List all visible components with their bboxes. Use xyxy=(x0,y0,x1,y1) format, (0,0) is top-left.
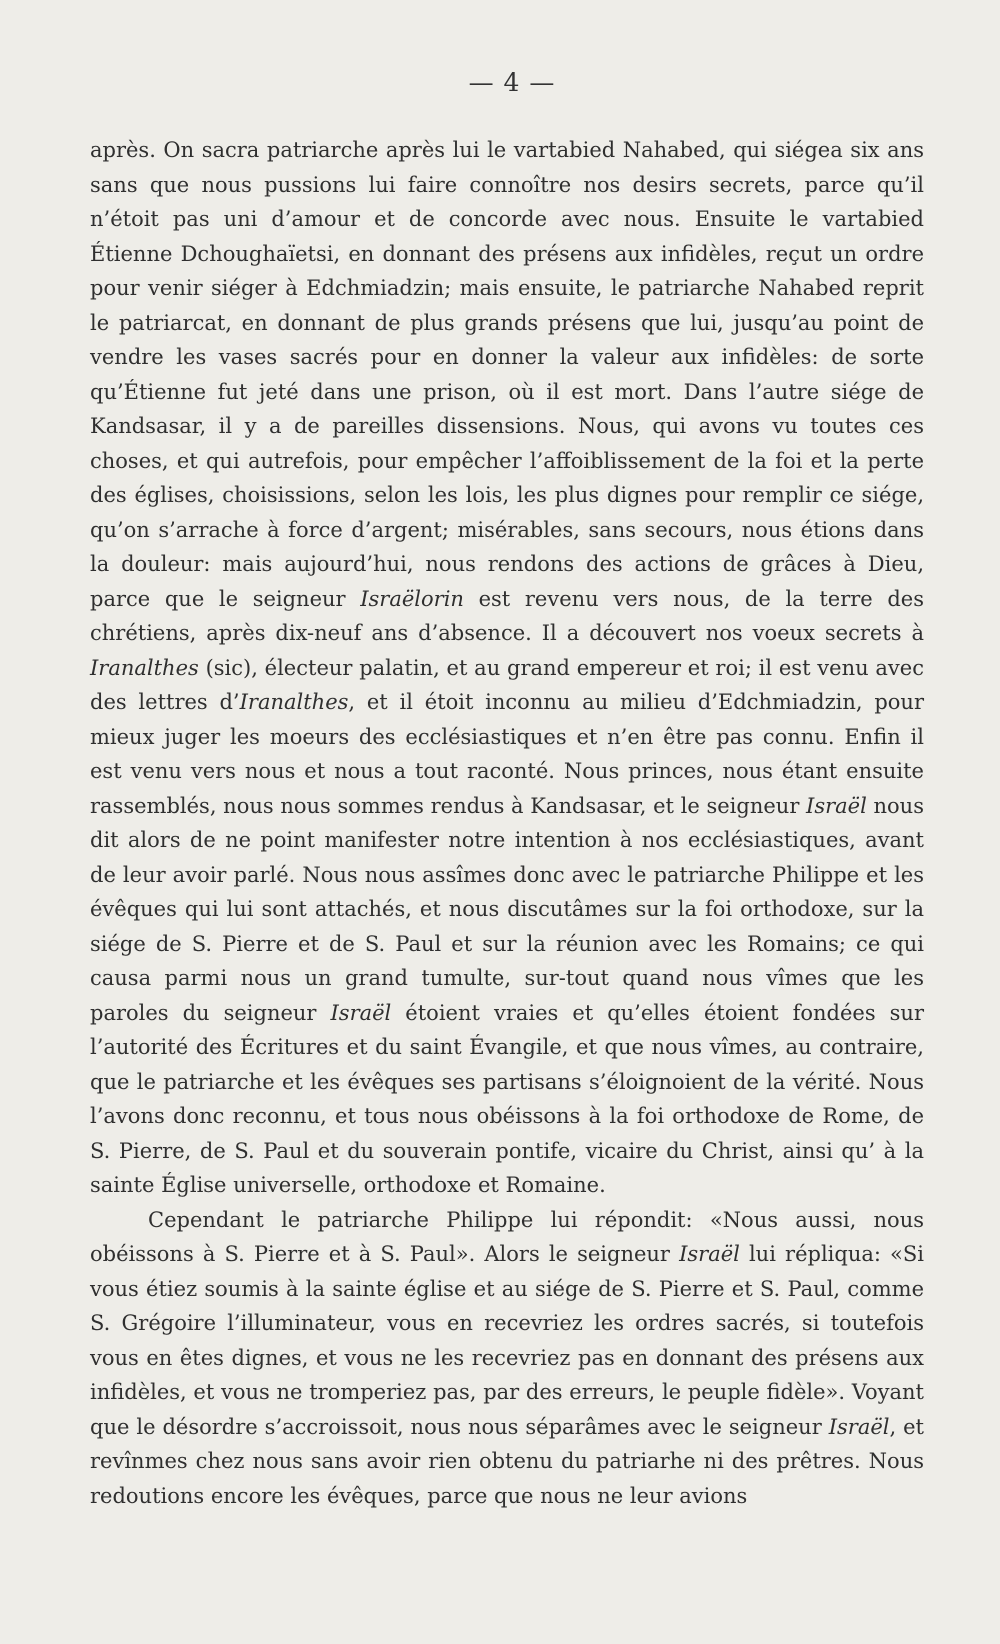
page-number: — 4 — xyxy=(468,68,556,97)
italic-name: Israël xyxy=(806,793,867,818)
italic-name: Israël xyxy=(679,1242,740,1266)
text-run: lui répliqua: «Si vous étiez soumis à la sainte église et au siége de S. Pierre et S. Paul, comme S. Grégoire l’illuminateur, vous en recevriez les ordres sacrés, si toutefois vous en êtes dignes, et vous ne les recevriez pas en donnant des présens aux infidèles, et vous ne tromperiez pas, par des erreurs, le peuple fidèle». Voyant que le désordre s’accroissoit, nous nous séparâmes avec le seigneur xyxy=(90,1242,924,1439)
body-text xyxy=(90,133,924,1513)
italic-name: Israël xyxy=(828,1414,890,1439)
text-run: (sic), électeur palatin, et au grand empereur et roi; il est venu avec des lettres d’ xyxy=(90,655,924,714)
text-run: étoient vraies et qu’elles étoient fondées sur l’autorité des Écritures et du saint Évangile, et que nous vîmes, au contraire, que le patriarche et les évêques ses partisans s’éloignoient de la vérité. Nous l’avons donc reconnu, et tous nous obéissons à la foi orthodoxe de Rome, de S. Pierre, de S. Paul et du souverain pontife, vicaire du Christ, ainsi qu’ à la sainte Église universelle, orthodoxe et Romaine. xyxy=(90,1000,924,1197)
italic-name: Iranalthes xyxy=(90,655,199,680)
paragraph-1 xyxy=(90,133,924,1203)
text-run: Cependant le patriarche Philippe lui répondit: «Nous aussi, nous obéissons à S. Pierre et à S. Paul». Alors le seigneur xyxy=(90,1207,924,1266)
italic-name: Israëlorin xyxy=(360,586,464,611)
italic-name: Iranalthes xyxy=(239,690,349,714)
text-run: nous dit alors de ne point manifester notre intention à nos ecclésiastiques, avant de leur avoir parlé. Nous nous assîmes donc avec le patriarche Philippe et les évêques qui lui sont attachés, et nous discutâmes sur la foi orthodoxe, sur la siége de S. Pierre et de S. Paul et sur la réunion avec les Romains; ce qui causa parmi nous un grand tumulte, sur-tout quand nous vîmes que les paroles du seigneur xyxy=(90,793,924,1025)
text-run: après. On sacra patriarche après lui le vartabied Nahabed, qui siégea six ans sans que nous pussions lui faire connoître nos desirs secrets, parce qu’il n’étoit pas uni d’amour et de concorde avec nous. Ensuite le vartabied Étienne Dchoughaïetsi, en donnant des présens aux infidèles, reçut un ordre pour venir siéger à Edchmiadzin; mais ensuite, le patriarche Nahabed reprit le patriarcat, en donnant de plus grands présens que lui, jusqu’au point de vendre les vases sacrés pour en donner la valeur aux infidèles: de sorte qu’Étienne fut jeté dans une prison, où il est mort. Dans l’autre siége de Kandsasar, il y a de pareilles dissensions. Nous, qui avons vu toutes ces choses, et qui autrefois, pour empêcher l’affoiblissement de la foi et la perte des églises, choisissions, selon les lois, les plus dignes pour remplir ce siége, qu’on s’arrache à force d’argent; misérables, sans secours, nous étions dans la douleur: mais aujourd’hui, nous rendons des actions de grâces à Dieu, parce que le seigneur xyxy=(90,138,924,611)
text-run: , et il étoit inconnu au milieu d’Edchmiadzin, pour mieux juger les moeurs des ecclésiastiques et n’en être pas connu. Enfin il est venu vers nous et nous a tout raconté. Nous princes, nous étant ensuite rassemblés, nous nous sommes rendus à Kandsasar, et le seigneur xyxy=(90,690,924,818)
text-run: est revenu vers nous, de la terre des chrétiens, après dix-neuf ans d’absence. Il a découvert nos voeux secrets à xyxy=(90,586,925,645)
italic-name: Israël xyxy=(330,1000,392,1025)
text-run: , et revînmes chez nous sans avoir rien obtenu du patriarhe ni des prêtres. Nous redoutions encore les évêques, parce que nous ne leur avions xyxy=(90,1414,924,1508)
paragraph-2 xyxy=(90,1203,924,1514)
